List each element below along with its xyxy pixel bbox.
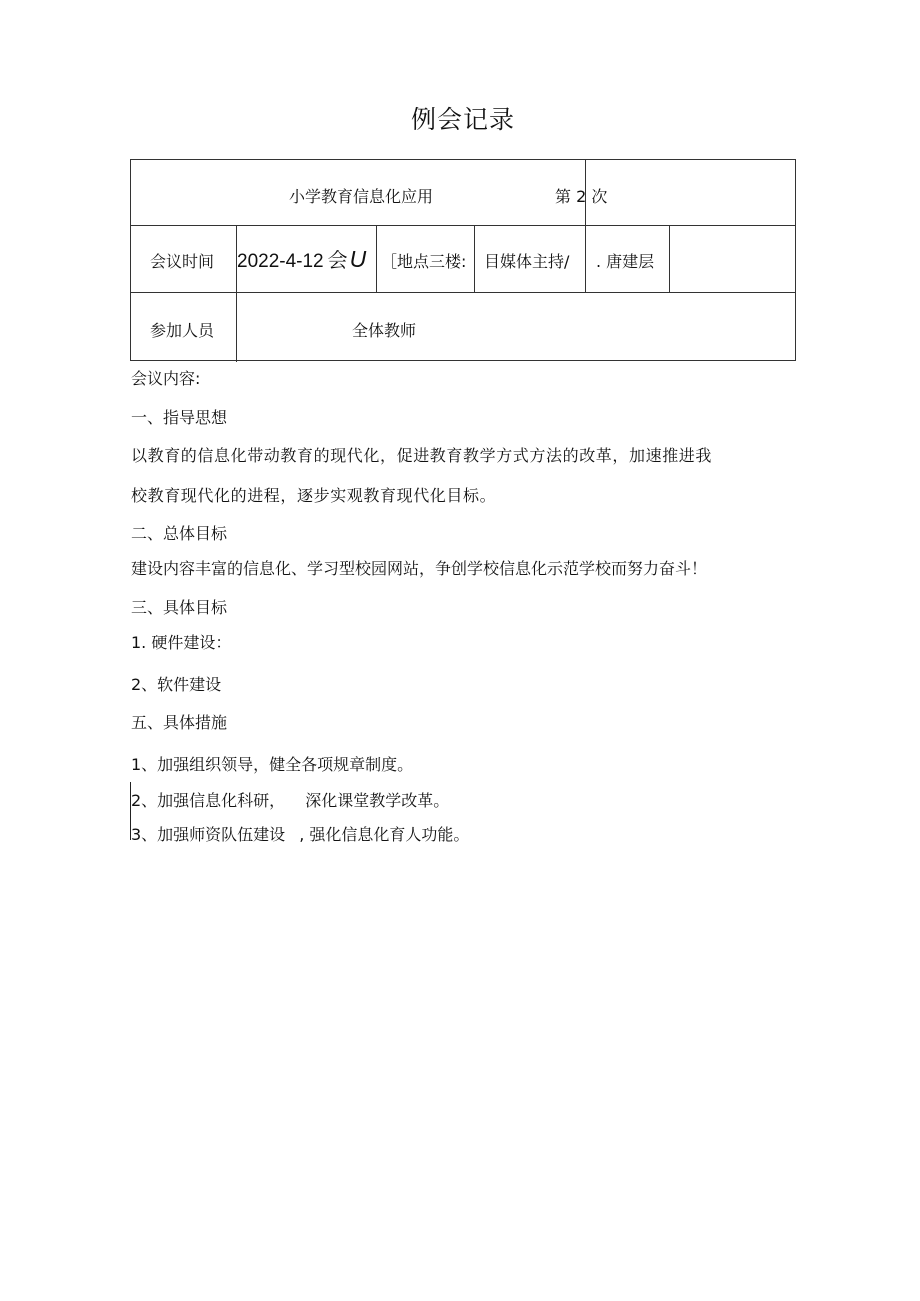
content-heading: 会议内容: [131,369,201,388]
table-col-divider [376,225,377,292]
table-row-divider [131,225,795,226]
section-heading: 一、指导思想 [131,408,228,427]
meeting-info-table [130,159,796,361]
section-heading: 三、具体目标 [131,598,228,617]
paragraph-line: 建设内容丰富的信息化、学习型校园网站，争创学校信息化示范学校而努力奋斗！ [131,559,708,578]
meeting-session: 第 2 次 [555,187,608,206]
list-item-part: 深化课堂教学改革。 [305,791,450,810]
table-row-divider [131,292,795,293]
meeting-subject: 小学教育信息化应用 [289,187,434,206]
section-heading: 二、总体目标 [131,524,228,543]
time-value-suffix: 会 [327,248,348,272]
paragraph-line: 校教育现代化的进程，逐步实观教育现代化目标。 [131,486,497,505]
place-label: ［地点三楼: [381,252,467,271]
time-value-glyph: U [349,246,367,272]
time-label: 会议时间 [150,252,215,271]
page-title: 例会记录 [410,105,515,134]
section-heading: 五、具体措施 [131,713,228,732]
table-col-divider [669,225,670,292]
attendees-value: 全体教师 [352,321,417,340]
table-col-divider [585,225,586,292]
place-value: 目媒体主持/ [484,252,570,271]
paragraph-line: 以教育的信息化带动教育的现代化，促进教育教学方式方法的改革，加速推进我 [131,446,713,465]
table-col-divider [474,225,475,292]
list-item: 1、加强组织领导，健全各项规章制度。 [131,755,414,774]
list-item: 2、软件建设 [131,675,222,694]
list-item-part: 2、加强信息化科研， [131,791,286,810]
attendees-label: 参加人员 [150,321,215,340]
list-item-part: 3、加强师资队伍建设 [131,825,286,844]
list-item-part: , 强化信息化育人功能。 [299,825,470,844]
time-value-date: 2022-4-12 [237,251,324,272]
table-col-divider [236,292,237,362]
list-item: 1. 硬件建设： [131,633,232,652]
list-item [131,822,469,845]
list-item [131,788,449,811]
host-value: . 唐建层 [596,252,655,271]
time-value [237,244,366,273]
